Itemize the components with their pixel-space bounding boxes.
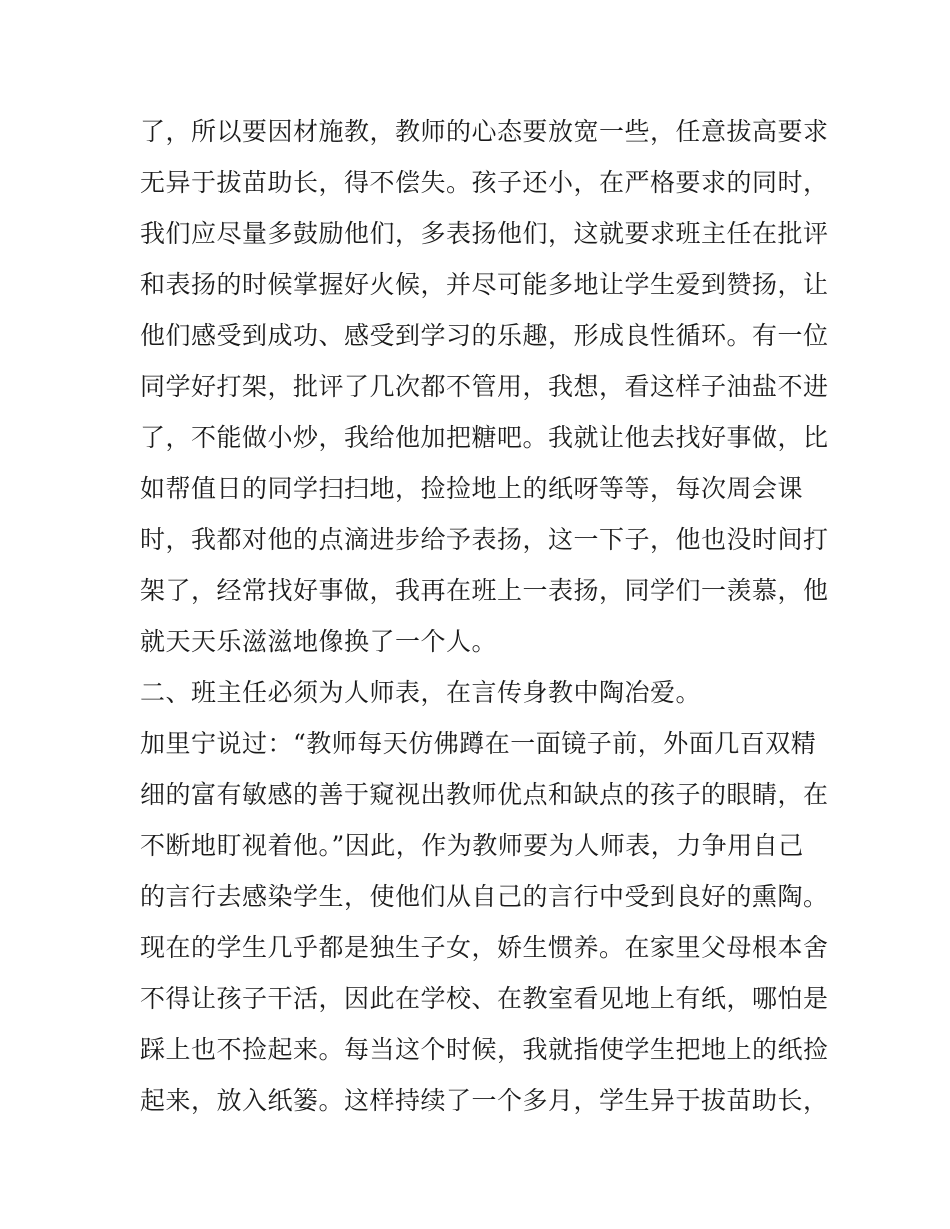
- text-line: 不得让孩子干活，因此在学校、在教室看见地上有纸，哪怕是: [140, 984, 829, 1013]
- text-line: 现在的学生几乎都是独生子女，娇生惯养。在家里父母根本舍: [140, 933, 829, 962]
- text-line: 和表扬的时候掌握好火候，并尽可能多地让学生爱到赞扬，让: [140, 270, 829, 299]
- text-line: 他们感受到成功、感受到学习的乐趣，形成良性循环。有一位: [140, 321, 829, 350]
- text-line: 就天天乐滋滋地像换了一个人。: [140, 627, 498, 656]
- text-line: 无异于拔苗助长，得不偿失。孩子还小，在严格要求的同时，: [140, 168, 829, 197]
- text-line: 架了，经常找好事做，我再在班上一表扬，同学们一羡慕，他: [140, 576, 829, 605]
- text-line: 踩上也不捡起来。每当这个时候，我就指使学生把地上的纸捡: [140, 1035, 829, 1064]
- text-line: 加里宁说过：“教师每天仿佛蹲在一面镜子前，外面几百双精: [140, 729, 817, 758]
- text-line: 了，不能做小炒，我给他加把糖吧。我就让他去找好事做，比: [140, 423, 829, 452]
- text-line: 起来，放入纸篓。这样持续了一个多月，学生异于拔苗助长，: [140, 1086, 829, 1115]
- text-line: 我们应尽量多鼓励他们，多表扬他们，这就要求班主任在批评: [140, 219, 829, 248]
- text-line: 了，所以要因材施教，教师的心态要放宽一些，任意拔高要求: [140, 117, 829, 146]
- text-line: 如帮值日的同学扫扫地，捡捡地上的纸呀等等，每次周会课: [140, 474, 804, 503]
- text-line: 细的富有敏感的善于窥视出教师优点和缺点的孩子的眼睛，在: [140, 780, 829, 809]
- text-line: 不断地盯视着他。”因此，作为教师要为人师表，力争用自己: [140, 831, 804, 860]
- text-line: 同学好打架，批评了几次都不管用，我想，看这样子油盐不进: [140, 372, 829, 401]
- text-line: 时，我都对他的点滴进步给予表扬，这一下子，他也没时间打: [140, 525, 829, 554]
- section-heading: 二、班主任必须为人师表，在言传身教中陶冶爱。: [140, 678, 702, 707]
- text-line: 的言行去感染学生，使他们从自己的言行中受到良好的熏陶。: [140, 882, 829, 911]
- body-text: [140, 106, 830, 1126]
